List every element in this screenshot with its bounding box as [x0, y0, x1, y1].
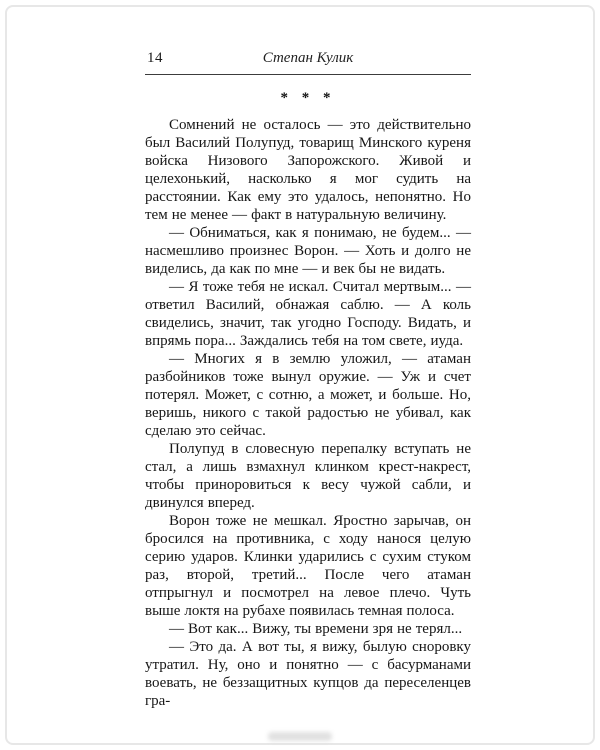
page-number: 14 — [147, 50, 163, 66]
paragraph: Ворон тоже не мешкал. Яростно зарычав, он бросился на противника, с ходу нанося целую серию ударов. Клинки ударились с сухим стуком раз, второй, третий... После чего атаман отпрыгнул и посмотрел на левое плечо. Чуть выше локтя на рубахе появилась темная полоса. — [145, 513, 471, 619]
section-divider: * * * — [280, 90, 336, 106]
text-block — [145, 48, 471, 710]
paragraph: — Многих я в землю уложил, — атаман разбойников тоже вынул оружие. — Уж и счет потерял. Может, с сотню, а может, и больше. Но, веришь, никого с такой радостью не убивал, как сделаю это сейчас. — [145, 351, 471, 439]
paragraph: Полупуд в словесную перепалку вступать не стал, а лишь взмахнул клинком крест-накрест, чтобы приноровиться к весу чужой сабли, и двинулся вперед. — [145, 441, 471, 511]
paragraph: — Обниматься, как я понимаю, не будем... — насмешливо произнес Ворон. — Хоть и долго не виделись, да как по мне — и век бы не видать. — [145, 225, 471, 277]
running-header — [145, 48, 471, 68]
body-text — [145, 116, 471, 710]
header-rule — [145, 74, 471, 75]
scan-artifact — [268, 732, 332, 741]
paragraph: Сомнений не осталось — это действительно был Василий Полупуд, товарищ Минского куреня войска Низового Запорожского. Живой и целехонький, насколько я мог судить на расстоянии. Как ему это удалось, непонятно. Но тем не менее — факт в натуральную величину. — [145, 117, 471, 223]
running-head-author: Степан Кулик — [262, 50, 354, 66]
paragraph: — Я тоже тебя не искал. Считал мертвым... — ответил Василий, обнажая саблю. — А коль свиделись, значит, так угодно Господу. Видать, и впрямь пора... Заждались тебя на том свете, иуда. — [145, 279, 471, 349]
paragraph: — Это да. А вот ты, я вижу, былую сноровку утратил. Ну, оно и понятно — с басурманами воевать, не беззащитных купцов да переселенцев гра- — [145, 639, 471, 709]
paragraph: — Вот как... Вижу, ты времени зря не терял... — [169, 621, 463, 637]
